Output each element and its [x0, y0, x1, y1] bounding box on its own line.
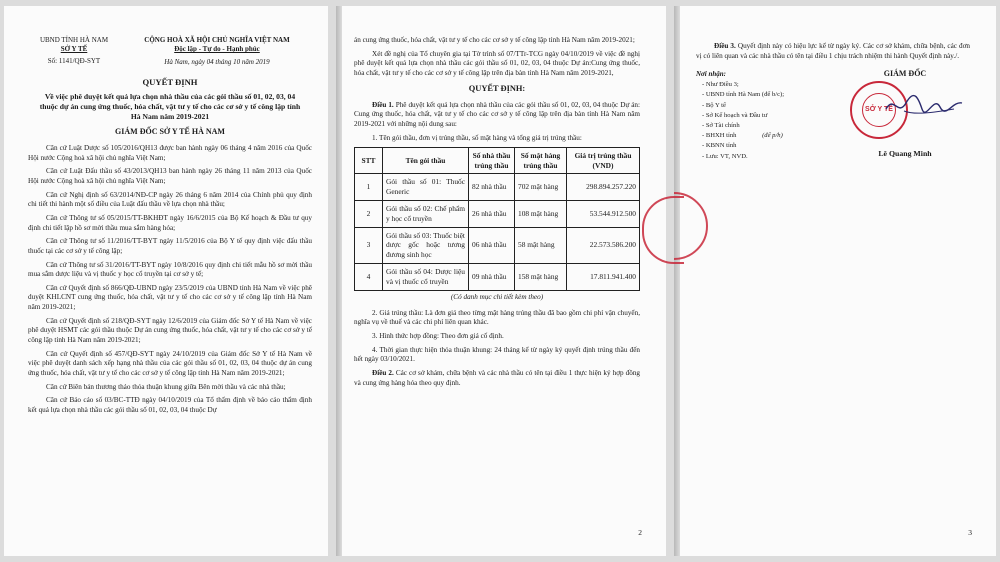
org-line-1: UBND TỈNH HÀ NAM — [39, 36, 109, 44]
table-cell: Gói thầu số 04: Dược liệu và vị thuốc cổ truyền — [383, 264, 469, 291]
table-note: (Có danh mục chi tiết kèm theo) — [450, 293, 544, 302]
table-header-row — [355, 148, 640, 174]
org-line-2: SỞ Y TẾ — [60, 45, 88, 54]
article-1-item-1: 1. Tên gói thầu, đơn vị trúng thầu, số mặt hàng và tổng giá trị trúng thầu: — [372, 133, 582, 142]
article-1-item-4: 4. Thời gian thực hiện thỏa thuận khung: 24 tháng kể từ ngày ký quyết định trúng thầu đến hết ngày 03/10/2021. — [354, 345, 640, 364]
legal-basis-paragraph: Căn cứ Quyết định số 457/QĐ-SYT ngày 24/10/2019 của Giám đốc Sở Y tế Hà Nam về việc phê duyệt danh sách xếp hạng nhà thầu của các gói thầu số 01, 02, 03, 04 thuộc dự án cung ứng thuốc, hóa chất, vật tư y tế cho các cơ sở y tế công lập tỉnh Hà Nam năm 2019-2021; — [28, 349, 312, 377]
article-2-text: Các cơ sở khám, chữa bệnh và các nhà thầu có tên tại điều 1 thực hiện ký hợp đồng và cung ứng hàng hóa theo quy định. — [354, 369, 641, 387]
national-title: CỘNG HOÀ XÃ HỘI CHỦ NGHĨA VIỆT NAM — [144, 36, 290, 44]
article-3-text: Quyết định này có hiệu lực kể từ ngày ký. Các cơ sở khám, chữa bệnh, các đơn vị có liên quan và các nhà thầu có tên tại điều 1 chịu trách nhiệm thi hành Quyết định này./. — [696, 42, 971, 60]
seal-center-text: SỞ Y TẾ — [862, 93, 896, 127]
column-header: Số nhà thầu trúng thầu — [469, 148, 515, 174]
table-cell: 53.544.912.500 — [567, 200, 640, 227]
article-1 — [354, 101, 640, 130]
award-table — [354, 147, 640, 291]
table-cell: 2 — [355, 200, 383, 227]
signature-block — [840, 69, 970, 179]
recipients-block — [696, 69, 806, 179]
table-cell: 22.573.586.200 — [567, 227, 640, 264]
table-cell: 09 nhà thầu — [469, 264, 515, 291]
proposal-paragraph: Xét đề nghị của Tổ chuyên gia tại Tờ trình số 07/TTr-TCG ngày 04/10/2019 về việc đề nghị phê duyệt kết quả lựa chọn nhà thầu các gói thầu số 01, 02, 03, 04 thuộc Dự án:Cung ứng thuốc, hóa chất, vật tư y tế cho các cơ sở y tế công lập trên địa bàn tỉnh Hà Nam năm 2019-2021, — [354, 49, 640, 77]
document-page-3 — [674, 6, 996, 556]
table-cell: 702 mặt hàng — [515, 173, 567, 200]
recipient-item: - Sở Tài chính — [702, 122, 740, 129]
article-2-label: Điều 2. — [372, 369, 394, 378]
table-cell: 58 mặt hàng — [515, 227, 567, 264]
table-cell: 1 — [355, 173, 383, 200]
document-page-1 — [4, 6, 328, 556]
legal-basis-paragraph: Căn cứ Báo cáo số 03/BC-TTĐ ngày 04/10/2019 của Tổ thẩm định về báo cáo thẩm định kết quả lựa chọn nhà thầu các gói thầu số 01, 02, 03, 04 thuộc Dự — [28, 396, 312, 414]
handwritten-signature — [884, 91, 964, 121]
recipient-item: - UBND tỉnh Hà Nam (để b/c); — [702, 91, 785, 99]
recipient-item: - Bộ Y tế — [702, 101, 726, 109]
page-number: 3 — [968, 527, 972, 537]
table-cell: 06 nhà thầu — [469, 227, 515, 264]
table-cell: 4 — [355, 264, 383, 291]
legal-basis-paragraph: Căn cứ Luật Dược số 105/2016/QH13 được ban hành ngày 06 tháng 4 năm 2016 của Quốc Hội nước Cộng hoà xã hội chủ nghĩa Việt Nam; — [28, 144, 312, 162]
article-2 — [354, 369, 640, 388]
national-motto: Độc lập - Tự do - Hạnh phúc — [174, 45, 260, 54]
recipient-item: - Như Điều 3; — [702, 81, 739, 89]
legal-basis-paragraph: Căn cứ Thông tư số 05/2015/TT-BKHĐT ngày 16/6/2015 của Bộ Kế hoạch & Đầu tư quy định chi tiết lập hồ sơ mời thầu mua sắm hàng hóa; — [28, 213, 312, 232]
legal-basis-paragraph: Căn cứ Quyết định số 866/QĐ-UBND ngày 23/5/2019 của UBND tỉnh Hà Nam về việc phê duyệt KHLCNT cung ứng thuốc, hóa chất, vật tư y tế cho các cơ sở y tế công lập tỉnh Hà Nam năm 2019-2021; — [28, 283, 312, 312]
legal-basis-paragraph: Căn cứ Thông tư số 11/2016/TT-BYT ngày 11/5/2016 của Bộ Y tế quy định việc đấu thầu thuốc tại các cơ sở y tế công lập; — [28, 237, 312, 255]
article-3 — [696, 42, 970, 61]
recipients-note: (để p/h) — [762, 132, 783, 140]
table-row — [355, 227, 640, 264]
article-1-item-2: 2. Giá trúng thầu: Là đơn giá theo từng mặt hàng trúng thầu đã bao gồm chi phí vận chuyển, nghĩa vụ về thuế và các chi phí liên quan khác. — [354, 308, 640, 327]
page-gutter-shadow — [674, 6, 680, 556]
signer-name: Lê Quang Minh — [878, 149, 932, 159]
document-page-2 — [336, 6, 666, 556]
legal-basis-paragraph: Căn cứ Biên bản thương thảo thỏa thuận khung giữa Bên mời thầu và các nhà thầu; — [46, 382, 286, 391]
table-cell: Gói thầu số 03: Thuốc biệt dược gốc hoặc tương đương sinh học — [383, 227, 469, 264]
article-1-item-3: 3. Hình thức hợp đồng: Theo đơn giá cố định. — [372, 332, 504, 341]
legal-basis-list — [28, 144, 312, 415]
table-cell: 298.894.257.220 — [567, 173, 640, 200]
page-gutter-shadow — [336, 6, 342, 556]
column-header: Tên gói thầu — [383, 148, 469, 174]
table-cell: Gói thầu số 02: Chế phẩm y học cổ truyền — [383, 200, 469, 227]
table-row — [355, 264, 640, 291]
document-type: QUYẾT ĐỊNH — [142, 77, 198, 88]
table-cell: Gói thầu số 01: Thuốc Generic — [383, 173, 469, 200]
table-cell: 3 — [355, 227, 383, 264]
recipient-text: - BHXH tỉnh — [702, 132, 737, 140]
legal-basis-paragraph: Căn cứ Nghị định số 63/2014/NĐ-CP ngày 26 tháng 6 năm 2014 của Chính phủ quy định chi tiết thi hành một số điều của Luật đấu thầu về lựa chọn nhà thầu; — [28, 190, 312, 209]
recipient-item: - KBNN tỉnh — [702, 142, 737, 150]
article-1-text: Phê duyệt kết quả lựa chọn nhà thầu của các gói thầu số 01, 02, 03, 04 thuộc Dự án: Cung ứng thuốc, hóa chất, vật tư y tế cho các cơ sở y tế công lập trên địa bàn tỉnh Hà Nam năm 2019-2021 với những nội dung sau: — [354, 100, 641, 129]
continued-paragraph: án cung ứng thuốc, hóa chất, vật tư y tế cho các cơ sở y tế công lập tỉnh Hà Nam năm 2019-2021; — [354, 36, 635, 44]
table-cell: 17.811.941.400 — [567, 264, 640, 291]
legal-basis-paragraph: Căn cứ Quyết định số 218/QĐ-SYT ngày 12/6/2019 của Giám đốc Sở Y tế Hà Nam về việc phê duyệt HSMT các gói thầu thuộc Dự án cung ứng thuốc, hóa chất, vật tư y tế cho các cơ sở y tế công lập tỉnh Hà Nam năm 2019-2021; — [28, 316, 312, 344]
table-row — [355, 173, 640, 200]
column-header: Giá trị trúng thầu (VND) — [567, 148, 640, 174]
column-header: Số mặt hàng trúng thầu — [515, 148, 567, 174]
column-header: STT — [355, 148, 383, 174]
recipient-item — [696, 131, 806, 141]
signer-title: GIÁM ĐỐC — [883, 69, 927, 79]
issuing-authority: GIÁM ĐỐC SỞ Y TẾ HÀ NAM — [115, 127, 225, 137]
decision-heading: QUYẾT ĐỊNH: — [468, 83, 526, 93]
recipients-title: Nơi nhận: — [696, 70, 727, 79]
legal-basis-paragraph: Căn cứ Luật Đấu thầu số 43/2013/QH13 ban hành ngày 26 tháng 11 năm 2013 của Quốc Hội nước Cộng hoà xã hội chủ nghĩa Việt Nam; — [28, 167, 312, 186]
table-cell: 82 nhà thầu — [469, 173, 515, 200]
document-subject: Về việc phê duyệt kết quả lựa chọn nhà thầu của các gói thầu số 01, 02, 03, 04 thuộc dự án cung ứng thuốc, hóa chất, vật tư y tế cho các cơ sở y tế công lập tỉnh Hà Nam năm 2019-2021 — [39, 91, 301, 121]
article-1-label: Điều 1. — [372, 100, 394, 109]
document-number: Số: 1141/QĐ-SYT — [47, 57, 101, 66]
document-header — [28, 36, 312, 67]
recipient-item: - Lưu: VT, NVD. — [702, 152, 748, 160]
table-row — [355, 200, 640, 227]
table-cell: 26 nhà thầu — [469, 200, 515, 227]
article-3-label: Điều 3. — [714, 42, 736, 50]
legal-basis-paragraph: Căn cứ Thông tư số 31/2016/TT-BYT ngày 10/8/2016 quy định chi tiết mẫu hồ sơ mời thầu mua sắm dược liệu và vị thuốc y học cổ truyền tại cơ sở y tế; — [28, 260, 312, 279]
table-cell: 158 mặt hàng — [515, 264, 567, 291]
place-date: Hà Nam, ngày 04 tháng 10 năm 2019 — [164, 58, 270, 67]
page-number: 2 — [638, 527, 642, 537]
recipient-item: - Sở Kế hoạch và Đầu tư — [702, 111, 768, 119]
table-cell: 108 mặt hàng — [515, 200, 567, 227]
